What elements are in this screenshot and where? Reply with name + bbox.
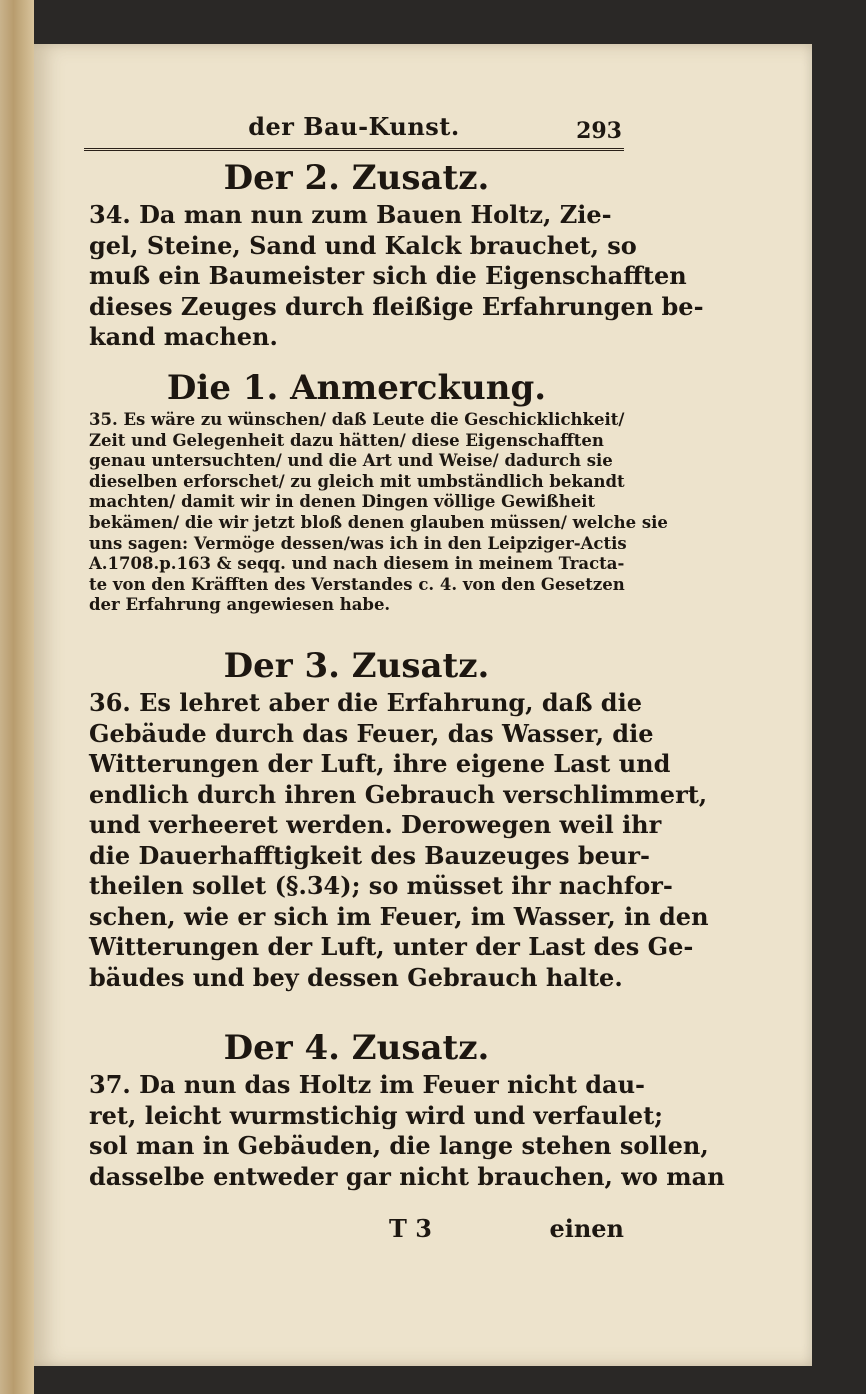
book-binding: [0, 0, 34, 1394]
page-header: [84, 112, 624, 152]
text-line: 37. Da nun das Holtz im Feuer nicht dau-: [89, 1070, 645, 1099]
paragraph-34: [89, 200, 704, 353]
page-footer: [89, 1214, 624, 1248]
text-line: 35. Es wäre zu wünschen/ daß Leute die Geschicklichkeit/: [89, 410, 625, 429]
text-line: genau untersuchten/ und die Art und Weise/ dadurch sie: [89, 451, 613, 471]
section-anmerckung-1: [89, 366, 668, 616]
page-number: 293: [576, 118, 622, 144]
text-line: dasselbe entweder gar nicht brauchen, wo man: [89, 1161, 725, 1191]
catchword: einen: [549, 1214, 624, 1243]
paragraph-35: [89, 410, 668, 616]
text-line: Zeit und Gelegenheit dazu hätten/ diese Eigenschafften: [89, 430, 604, 450]
text-line: bäudes und bey dessen Gebrauch halte.: [89, 962, 623, 992]
text-line: 34. Da man nun zum Bauen Holtz, Zie-: [89, 200, 612, 229]
paragraph-36: [89, 688, 709, 993]
paragraph-37: [89, 1070, 725, 1192]
text-line: die Dauerhafftigkeit des Bauzeuges beur-: [89, 840, 650, 870]
text-line: dieses Zeuges durch fleißige Erfahrungen be-: [89, 291, 704, 321]
text-line: Gebäude durch das Feuer, das Wasser, die: [89, 718, 654, 748]
text-line: 36. Es lehret aber die Erfahrung, daß die: [89, 688, 642, 717]
text-line: A.1708.p.163 & seqq. und nach diesem in meinem Tracta-: [89, 554, 625, 574]
header-rule: [84, 148, 624, 151]
text-line: sol man in Gebäuden, die lange stehen sollen,: [89, 1131, 709, 1160]
text-line: uns sagen: Vermöge dessen/was ich in den Leipziger-Actis: [89, 533, 627, 553]
section-heading: Der 2. Zusatz.: [223, 158, 490, 198]
section-zusatz-4: [89, 1026, 725, 1192]
text-line: kand machen.: [89, 322, 278, 351]
text-line: dieselben erforschet/ zu gleich mit umbständlich bekandt: [89, 471, 625, 491]
text-line: schen, wie er sich im Feuer, im Wasser, in den: [89, 901, 709, 931]
section-zusatz-2: [89, 156, 704, 353]
text-line: te von den Kräfften des Verstandes c. 4. von den Gesetzen: [89, 574, 625, 594]
text-line: und verheeret werden. Derowegen weil ihr: [89, 810, 662, 839]
running-title: der Bau-Kunst.: [248, 112, 460, 141]
text-line: machten/ damit wir in denen Dingen völlige Gewißheit: [89, 492, 596, 512]
text-line: theilen sollet (§.34); so müsset ihr nachfor-: [89, 871, 673, 900]
book-page: [34, 44, 812, 1366]
text-line: endlich durch ihren Gebrauch verschlimmert,: [89, 779, 708, 809]
section-heading: Der 3. Zusatz.: [223, 646, 490, 686]
text-line: Witterungen der Luft, ihre eigene Last und: [89, 749, 671, 778]
text-line: ret, leicht wurmstichig wird und verfaulet;: [89, 1100, 664, 1130]
text-line: gel, Steine, Sand und Kalck brauchet, so: [89, 230, 637, 260]
section-heading: Der 4. Zusatz.: [223, 1028, 490, 1068]
text-line: bekämen/ die wir jetzt bloß denen glauben müssen/ welche sie: [89, 512, 668, 532]
text-line: Witterungen der Luft, unter der Last des Ge-: [89, 932, 694, 961]
text-line: muß ein Baumeister sich die Eigenschafften: [89, 261, 687, 290]
section-heading: Die 1. Anmerckung.: [166, 368, 547, 408]
text-line: der Erfahrung angewiesen habe.: [89, 595, 391, 615]
section-zusatz-3: [89, 644, 709, 993]
signature-mark: T 3: [389, 1214, 432, 1243]
